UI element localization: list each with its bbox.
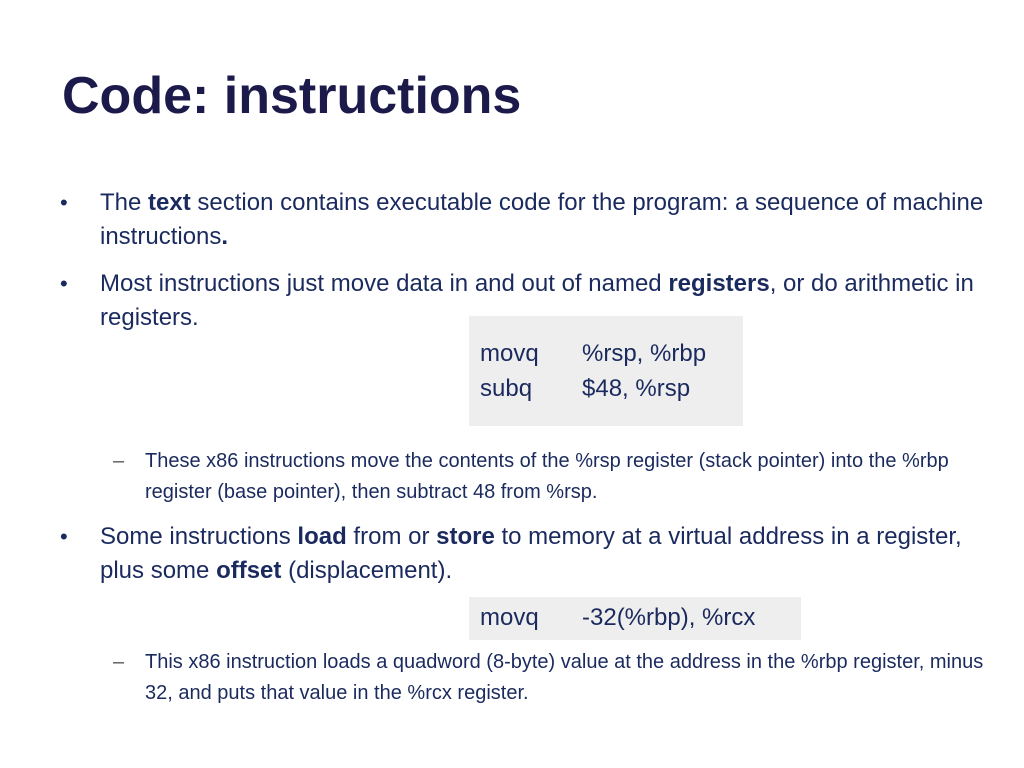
bullet-marker: • — [60, 524, 68, 549]
code-line — [480, 371, 743, 406]
term-registers: registers — [668, 270, 770, 297]
bullet-marker: • — [60, 271, 68, 296]
bullet-text: The text section contains executable code for the program: a sequence of machine instructions. — [100, 189, 984, 250]
term-store: store — [436, 523, 495, 550]
sub-bullet-text: These x86 instructions move the contents of the %rsp register (stack pointer) into the %rbp register (base pointer), then subtract 48 from %rsp. — [145, 450, 949, 503]
term-offset: offset — [216, 557, 282, 584]
code-operands: $48, %rsp — [582, 375, 691, 402]
bullet-text: Some instructions load from or store to memory at a virtual address in a register, plus some offset (displacement). — [100, 523, 962, 584]
code-opcode: movq — [480, 604, 539, 631]
sub-bullet-marker: – — [113, 450, 125, 472]
code-line — [480, 600, 801, 635]
bullet-marker: • — [60, 190, 68, 215]
code-opcode: movq — [480, 340, 539, 367]
code-operands: %rsp, %rbp — [582, 340, 707, 367]
term-load: load — [297, 523, 347, 550]
sub-bullet-marker: – — [113, 651, 125, 673]
code-operands: -32(%rbp), %rcx — [582, 604, 756, 631]
code-opcode: subq — [480, 375, 533, 402]
term-text: text — [148, 189, 191, 216]
code-block-2 — [469, 597, 801, 640]
code-block-1 — [469, 316, 743, 426]
bullet-text: Most instructions just move data in and out of named registers, or do arithmetic in registers. — [100, 270, 974, 331]
sub-bullet-text: This x86 instruction loads a quadword (8-byte) value at the address in the %rbp register, minus 32, and puts that value in the %rcx register. — [145, 651, 984, 704]
code-line — [480, 336, 743, 371]
slide-title: Code: instructions — [62, 67, 522, 125]
